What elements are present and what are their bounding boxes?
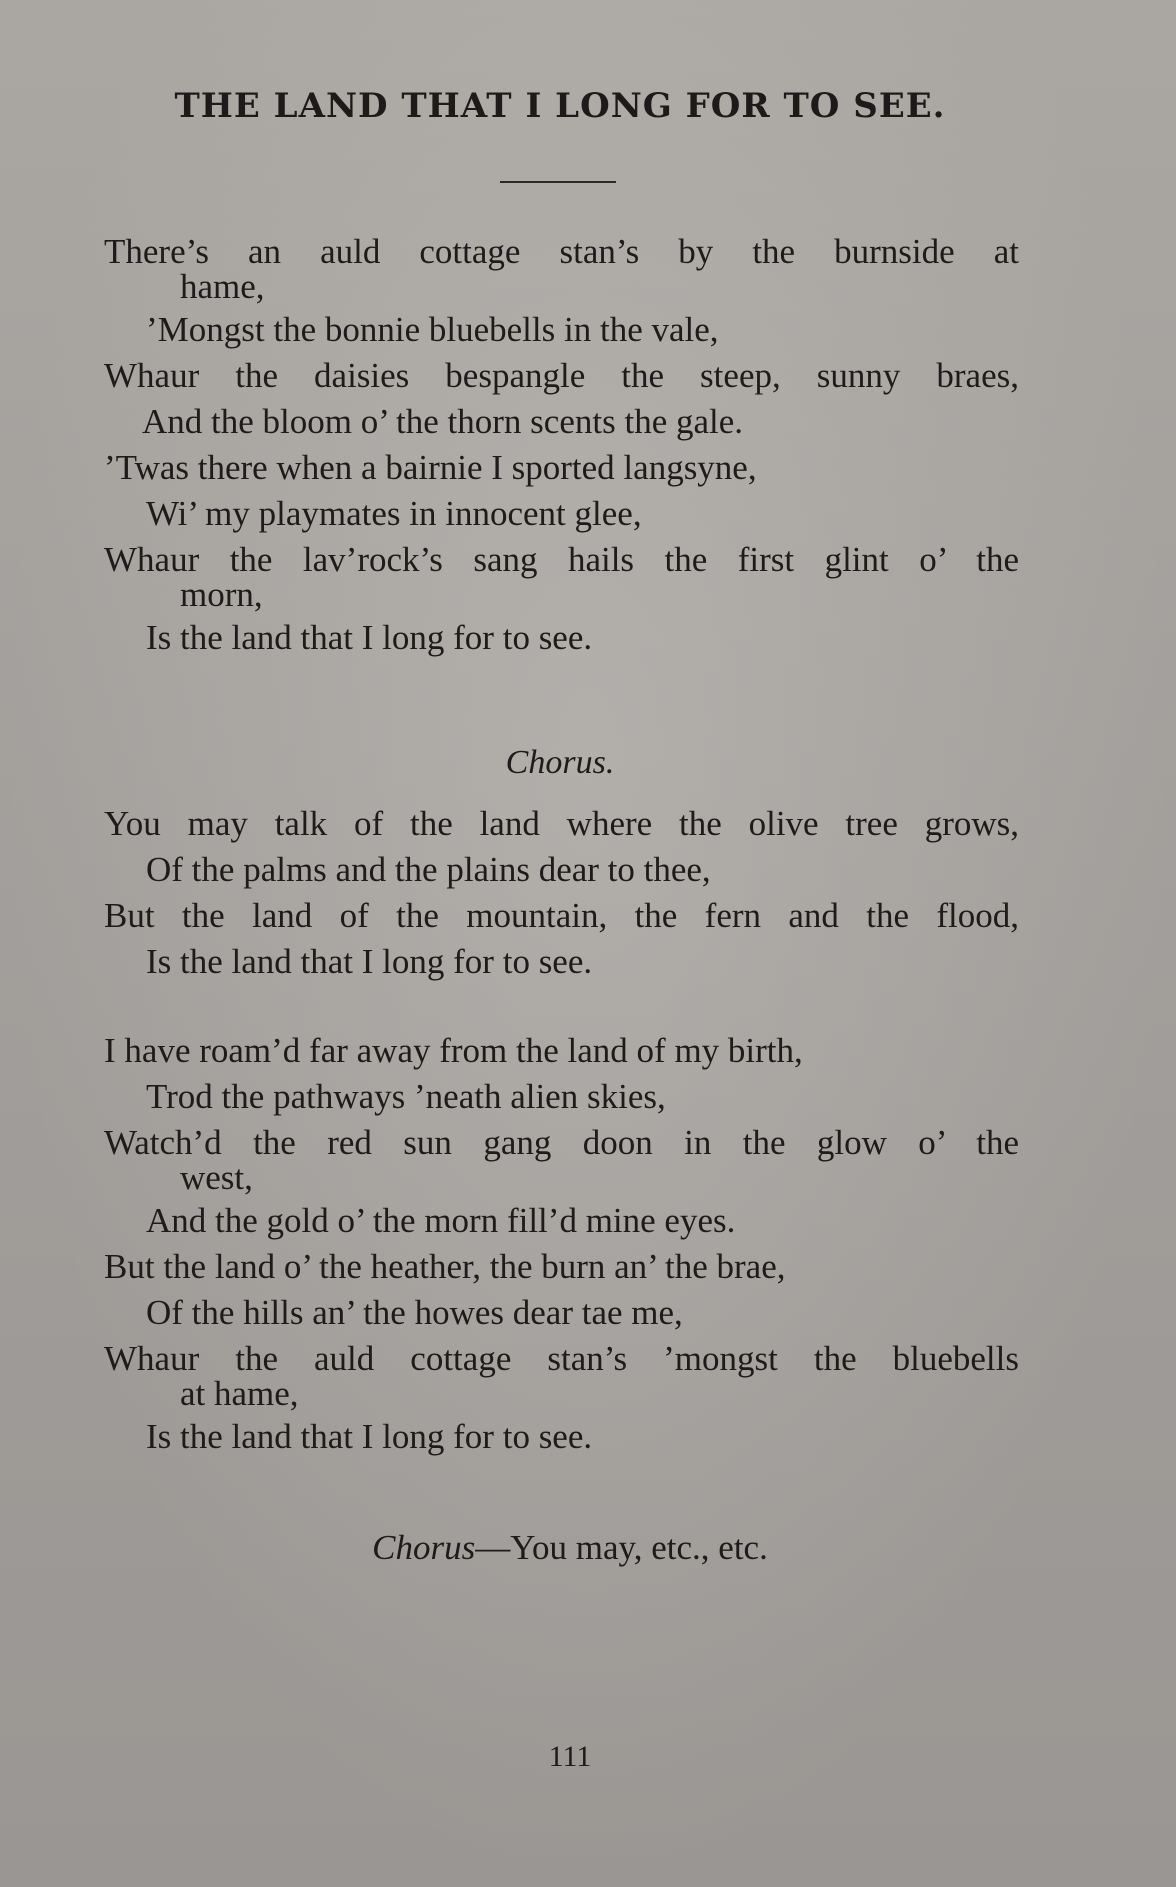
verse-line-continuation: hame, xyxy=(180,267,265,306)
verse-line: Wi’ my playmates in innocent glee, xyxy=(146,494,642,533)
verse-line: Is the land that I long for to see. xyxy=(146,942,593,981)
verse-line: Is the land that I long for to see. xyxy=(146,1417,593,1456)
verse-line: But the land o’ the heather, the burn an’ the brae, xyxy=(104,1247,786,1286)
verse-line: But the land of the mountain, the fern and the flood, xyxy=(104,896,1019,935)
verse-line: ’Mongst the bonnie bluebells in the vale, xyxy=(146,310,719,349)
stanza-2 xyxy=(104,1033,1019,1454)
verse-line-continuation: west, xyxy=(180,1158,253,1197)
title-divider xyxy=(500,181,616,183)
verse-line-continuation: at hame, xyxy=(180,1374,299,1413)
verse-line: Of the hills an’ the howes dear tae me, xyxy=(146,1293,683,1332)
verse-line: And the gold o’ the morn fill’d mine eyes. xyxy=(146,1201,736,1240)
page-number: 111 xyxy=(548,1740,592,1773)
verse-line: Trod the pathways ’neath alien skies, xyxy=(146,1077,666,1116)
chorus xyxy=(104,806,1019,979)
verse-line: Whaur the auld cottage stan’s ’mongst the bluebells xyxy=(104,1339,1019,1378)
verse-line: You may talk of the land where the olive tree grows, xyxy=(104,804,1019,843)
verse-line: And the bloom o’ the thorn scents the gale. xyxy=(142,402,744,441)
stanza-1 xyxy=(104,234,1019,655)
verse-line: Watch’d the red sun gang doon in the glow o’ the xyxy=(104,1123,1019,1162)
verse-line: ’Twas there when a bairnie I sported langsyne, xyxy=(104,448,757,487)
chorus-reference-label: Chorus xyxy=(372,1528,476,1567)
verse-line: Of the palms and the plains dear to thee, xyxy=(146,850,711,889)
verse-line: Whaur the lav’rock’s sang hails the first glint o’ the xyxy=(104,540,1019,579)
chorus-heading: Chorus. xyxy=(505,744,615,781)
verse-line: There’s an auld cottage stan’s by the burnside at xyxy=(104,232,1019,271)
verse-line: Whaur the daisies bespangle the steep, sunny braes, xyxy=(104,356,1019,395)
poem-title: THE LAND THAT I LONG FOR TO SEE. xyxy=(174,86,946,126)
chorus-reference xyxy=(0,1528,1140,1568)
verse-line: I have roam’d far away from the land of my birth, xyxy=(104,1031,803,1070)
verse-line: Is the land that I long for to see. xyxy=(146,618,593,657)
chorus-reference-text: —You may, etc., etc. xyxy=(475,1528,768,1567)
verse-line-continuation: morn, xyxy=(180,575,263,614)
